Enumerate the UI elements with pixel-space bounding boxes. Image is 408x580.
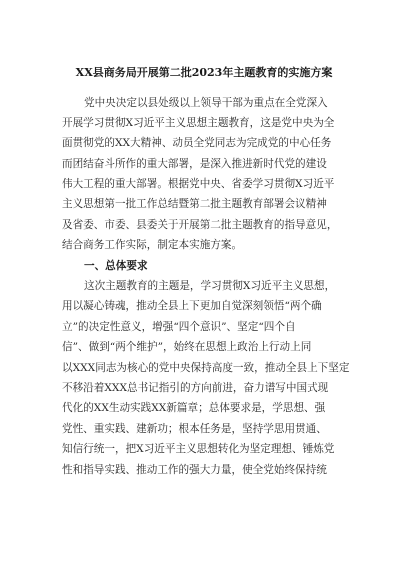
section-line: 代化的XX生动实践XX新篇章；总体要求是，学思想、强 [62,402,326,414]
section-line: 知信行统一，把X习近平主义思想转化为坚定理想、锤炼党 [62,443,335,455]
intro-line: 党中央决定以县处级以上领导干部为重点在全党深入 [84,97,328,109]
section-line: 立”的决定性意义，增强“四个意识”、坚定“四个自 [62,321,296,333]
intro-line: 及省委、市委、县委关于开展第二批主题教育的指导意见， [62,219,338,231]
intro-line: 面贯彻党的XX大精神、动员全党同志为完成党的中心任务 [62,137,332,149]
section-line: 这次主题教育的主题是，学习贯彻X习近平主义思想， [84,280,336,292]
section-line: 用以凝心铸魂，推动全县上下更加自觉深刻领悟“两个确 [62,300,322,312]
intro-line: 主义思想第一批工作总结暨第二批主题教育部署会议精神 [62,198,327,210]
section-heading: 一、总体要求 [84,260,148,272]
section-line: 党性、重实践、建新功；根本任务是，坚持学思用贯通、 [62,423,327,435]
intro-line: 结合商务工作实际，制定本实施方案。 [62,239,243,251]
section-line: 信”、做到“两个维护”，始终在思想上政治上行动上同 [62,341,312,353]
section-line: 性和指导实践、推动工作的强大力量，使全党始终保持统 [62,464,327,476]
intro-line: 伟大工程的重大部署。根据党中央、省委学习贯彻X习近平 [62,178,335,190]
intro-line: 开展学习贯彻X习近平主义思想主题教育，这是党中央为全 [62,117,335,129]
document-title: XX县商务局开展第二批2023年主题教育的实施方案 [75,66,333,79]
intro-line: 而团结奋斗所作的重大部署，是深入推进新时代党的建设 [62,158,327,170]
section-line: 以XXX同志为核心的党中央保持高度一致，推动全县上下坚定 [62,362,350,374]
section-line: 不移沿着XXX总书记指引的方向前进，奋力谱写中国式现 [62,382,329,394]
